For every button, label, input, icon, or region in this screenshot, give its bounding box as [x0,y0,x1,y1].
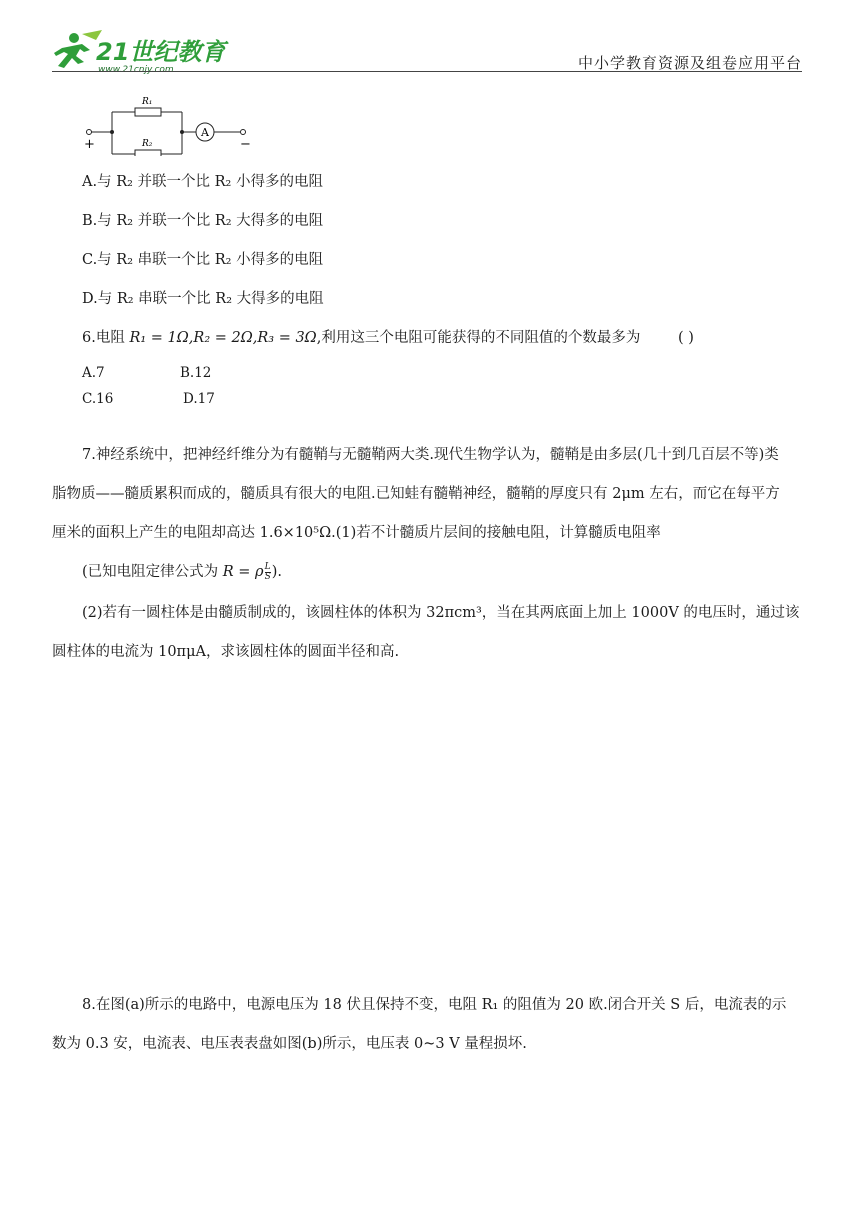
q7-formula-fraction [265,563,271,582]
q6-suffix: ,利用这三个电阻可能获得的不同阻值的个数最多为 [316,330,641,346]
ammeter-label: A [201,126,209,139]
q7-line-1: 7.神经系统中，把神经纤维分为有髓鞘与无髓鞘两大类.现代生物学认为，髓鞘是由多层(几十到几百层不等)类 [82,447,779,463]
plus-terminal: + [84,137,95,152]
q6-stem [82,328,640,348]
q7-line-6: 圆柱体的电流为 10πμA，求该圆柱体的圆面半径和高. [52,644,400,660]
q5-option-b: B.与 R₂ 并联一个比 R₂ 大得多的电阻 [82,213,324,229]
q7-formula-prefix: (已知电阻定律公式为 [82,564,223,580]
q5-option-a: A.与 R₂ 并联一个比 R₂ 小得多的电阻 [82,174,323,190]
r2-label: R₂ [142,139,153,149]
q7-formula-denominator: S [264,571,271,582]
header-divider [52,71,802,72]
q6-option-c: C.16 [82,391,114,407]
q6-option-a: A.7 [82,365,105,381]
q6-prefix: 6.电阻 [82,330,130,346]
q6-option-d: D.17 [183,391,215,407]
logo-url: www.21cnjy.com [98,65,174,75]
circuit-diagram [80,92,260,156]
r1-label: R₁ [142,97,153,107]
q7-formula-suffix: ). [271,564,283,580]
q8-line-2: 数为 0.3 安，电流表、电压表表盘如图(b)所示，电压表 0~3 V 量程损坏. [52,1036,527,1052]
platform-title: 中小学教育资源及组卷应用平台 [577,54,802,72]
q7-line-2: 脂物质——髓质累积而成的，髓质具有很大的电阻.已知蛙有髓鞘神经，髓鞘的厚度只有 2μm 左右，而它在每平方 [52,486,780,502]
q8-line-1: 8.在图(a)所示的电路中，电源电压为 18 伏且保持不变，电阻 R₁ 的阻值为 20 欧.闭合开关 S 后，电流表的示 [82,997,787,1013]
q7-formula-numerator: L [264,561,271,572]
q7-formula-lhs: R = ρ [222,564,264,580]
q5-option-c: C.与 R₂ 串联一个比 R₂ 小得多的电阻 [82,252,324,268]
q6-math: R₁ = 1Ω,R₂ = 2Ω,R₃ = 3Ω [129,330,317,346]
q6-option-b: B.12 [180,365,212,381]
logo-text: 21世纪教育 [96,38,226,66]
minus-terminal: − [240,137,251,152]
q7-line-3: 厘米的面积上产生的电阻却高达 1.6×10⁵Ω.(1)若不计髓质片层间的接触电阻，计算髓质电阻率 [52,525,661,541]
q7-formula-line [82,560,282,584]
q5-option-d: D.与 R₂ 串联一个比 R₂ 大得多的电阻 [82,291,324,307]
q6-answer-bracket: ( ) [678,330,694,346]
q7-line-5: (2)若有一圆柱体是由髓质制成的，该圆柱体的体积为 32πcm³，当在其两底面上加上 1000V 的电压时，通过该 [82,605,800,621]
